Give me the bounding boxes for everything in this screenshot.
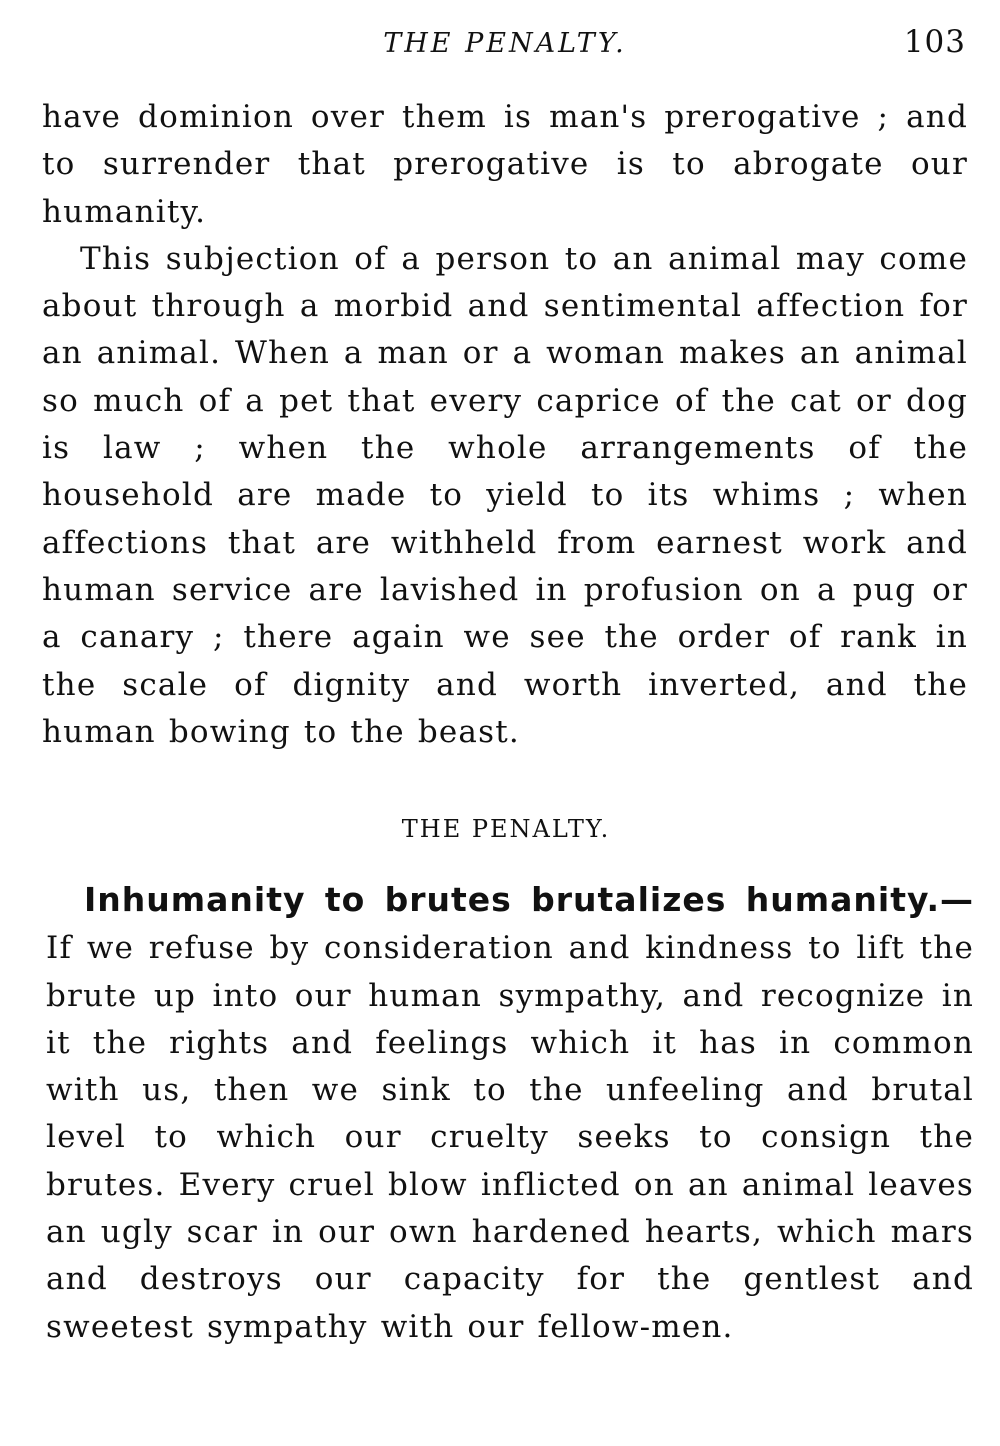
lead-phrase: Inhumanity to brutes brutalizes humanity.— <box>84 880 974 919</box>
penalty-body-text: If we refuse by consideration and kindness to lift the brute up into our human sympathy, and recognize in it the rights and feelings which it has in common with us, then we sink to the unfeeling and brutal level to which our cruelty seeks to consign the brutes. Every cruel blow inflicted on an animal leaves an ugly scar in our own hardened hearts, which mars and destroys our capacity for the gentlest and sweetest sympathy with our fellow-men. <box>46 930 974 1345</box>
paragraph-continuation: have dominion over them is man's prerogative ; and to surrender that prerogative is to abrogate our humanity. <box>42 99 968 230</box>
paragraph-penalty <box>46 876 974 1351</box>
opening-text-block <box>42 94 968 756</box>
section-text-block <box>46 876 974 1351</box>
running-header <box>0 22 1000 72</box>
page-number: 103 <box>903 24 966 60</box>
section-heading: THE PENALTY. <box>401 815 611 843</box>
running-title: THE PENALTY. <box>383 28 627 59</box>
paragraph-subjection: This subjection of a person to an animal may come about through a morbid and sentimental affection for an animal. When a man or a woman makes an animal so much of a pet that every caprice of the cat or dog is law ; when the whole arrangements of the household are made to yield to its whims ; when affections that are withheld from earnest work and human service are lavished in profusion on a pug or a canary ; there again we see the order of rank in the scale of dignity and worth inverted, and the human bowing to the beast. <box>42 240 968 750</box>
